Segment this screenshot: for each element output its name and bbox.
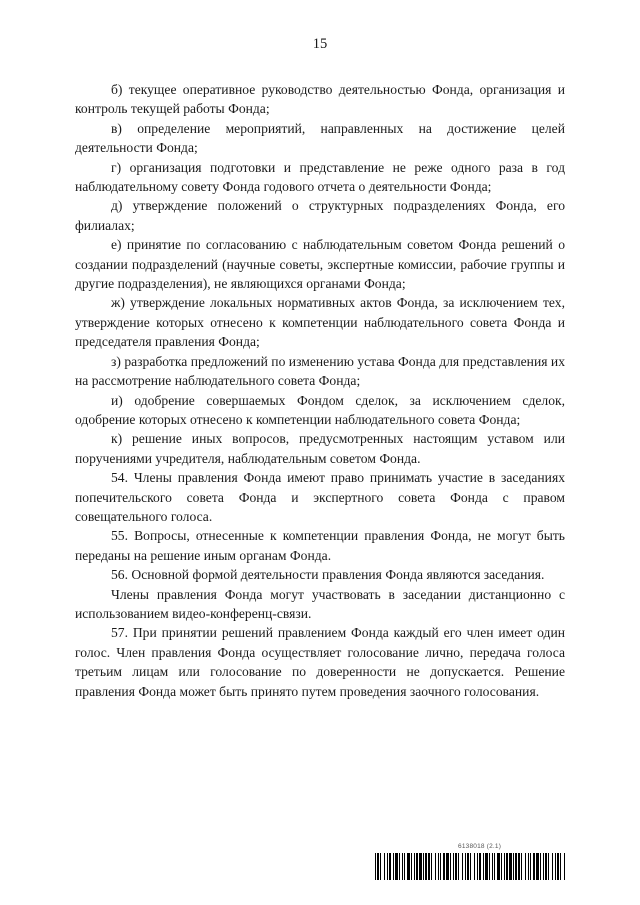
paragraph-d: д) утверждение положений о структурных подразделениях Фонда, его филиалах;	[75, 198, 565, 233]
paragraph-g: г) организация подготовки и представление не реже одного раза в год наблюдательному совету Фонда годового отчета о деятельности Фонда;	[75, 159, 565, 195]
paragraph-57: 57. При принятии решений правлением Фонда каждый его член имеет один голос. Член правления Фонда осуществляет голосование лично, передача голоса третьим лицам или голосование по доверенности не допускается. Решение правления Фонда может быть принято путем проведения заочного голосования.	[75, 625, 565, 699]
document-body	[75, 80, 565, 701]
barcode-icon	[375, 853, 565, 880]
paragraph-k: к) решение иных вопросов, предусмотренных настоящим уставом или поручениями учредителя, наблюдательным советом Фонда.	[75, 431, 565, 466]
paragraph-b: б) текущее оперативное руководство деятельностью Фонда, организация и контроль текущей работы Фонда;	[75, 82, 565, 117]
document-code: 6138018 (2.1)	[458, 843, 502, 850]
paragraph-56: 56. Основной формой деятельности правления Фонда являются заседания.	[111, 567, 545, 583]
paragraph-zh: ж) утверждение локальных нормативных актов Фонда, за исключением тех, утверждение которых отнесено к компетенции наблюдательного совета Фонда и председателя правления Фонда;	[75, 295, 565, 350]
paragraph-e: е) принятие по согласованию с наблюдательным советом Фонда решений о создании подразделений (научные советы, экспертные комиссии, рабочие группы и другие подразделения), не являющихся органами Фонда;	[75, 237, 565, 292]
paragraph-54: 54. Члены правления Фонда имеют право принимать участие в заседаниях попечительского совета Фонда и экспертного совета Фонда с правом совещательного голоса.	[75, 470, 565, 524]
paragraph-v: в) определение мероприятий, направленных на достижение целей деятельности Фонда;	[75, 120, 565, 156]
paragraph-i: и) одобрение совершаемых Фондом сделок, за исключением сделок, одобрение которых отнесено к компетенции наблюдательного совета Фонда;	[75, 392, 565, 427]
paragraph-56-remote: Члены правления Фонда могут участвовать в заседании дистанционно с использованием видео-конференц-связи.	[75, 586, 565, 621]
page-number: 15	[312, 36, 328, 52]
paragraph-z: з) разработка предложений по изменению устава Фонда для представления их на рассмотрение наблюдательного совета Фонда;	[75, 353, 565, 389]
paragraph-55: 55. Вопросы, отнесенные к компетенции правления Фонда, не могут быть переданы на решение иным органам Фонда.	[75, 528, 565, 563]
